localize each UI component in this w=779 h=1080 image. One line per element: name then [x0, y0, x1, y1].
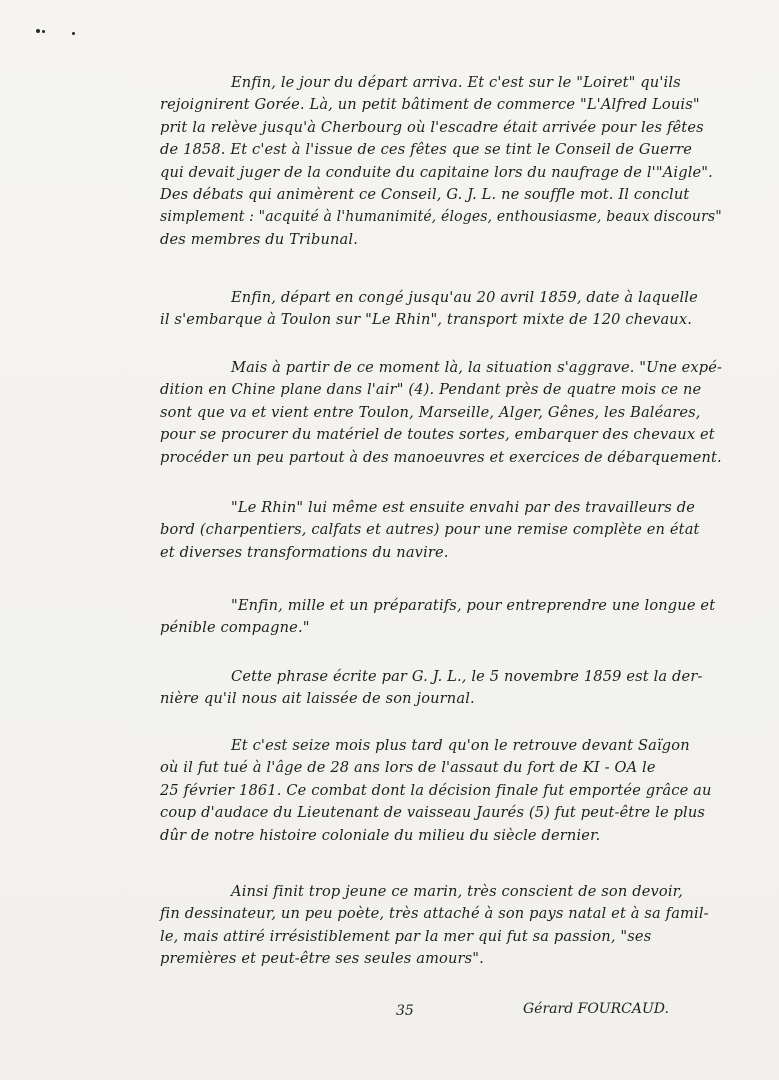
text-line: Et c'est seize mois plus tard qu'on le retrouve devant Saïgon: [231, 737, 690, 754]
text-line: simplement : "acquité à l'humanimité, éloges, enthousiasme, beaux discours": [160, 208, 722, 226]
text-line: nière qu'il nous ait laissée de son journal.: [160, 690, 475, 708]
text-line: pénible compagne.": [160, 619, 310, 637]
page-number: 35: [396, 1003, 414, 1019]
text-line: de 1858. Et c'est à l'issue de ces fêtes que se tint le Conseil de Guerre: [160, 141, 693, 159]
text-line: et diverses transformations du navire.: [160, 543, 449, 561]
text-line: Ainsi finit trop jeune ce marin, très conscient de son devoir,: [231, 883, 683, 900]
text-line: procéder un peu partout à des manoeuvres et exercices de débarquement.: [160, 448, 722, 466]
text-line: prit la relève jusqu'à Cherbourg où l'escadre était arrivée pour les fêtes: [160, 118, 704, 136]
text-line: où il fut tué à l'âge de 28 ans lors de l'assaut du fort de KI - OA le: [160, 759, 656, 777]
text-line: des membres du Tribunal.: [160, 230, 359, 248]
text-line: rejoignirent Gorée. Là, un petit bâtiment de commerce "L'Alfred Louis": [160, 96, 700, 114]
text-line: Enfin, le jour du départ arriva. Et c'est sur le "Loiret" qu'ils: [231, 74, 681, 91]
text-line: coup d'audace du Lieutenant de vaisseau Jaurés (5) fut peut-être le plus: [160, 804, 706, 822]
text-line: qui devait juger de la conduite du capitaine lors du naufrage de l'"Aigle".: [160, 163, 713, 181]
text-line: il s'embarque à Toulon sur "Le Rhin", transport mixte de 120 chevaux.: [160, 311, 693, 329]
text-line: "Enfin, mille et un préparatifs, pour entreprendre une longue et: [231, 597, 716, 614]
text-line: dition en Chine plane dans l'air" (4). Pendant près de quatre mois ce ne: [160, 381, 702, 399]
text-line: premières et peut-être ses seules amours".: [160, 950, 484, 968]
text-line: Mais à partir de ce moment là, la situation s'aggrave. "Une expé-: [231, 359, 723, 376]
text-line: Enfin, départ en congé jusqu'au 20 avril 1859, date à laquelle: [231, 289, 698, 306]
text-line: Cette phrase écrite par G. J. L., le 5 novembre 1859 est la der-: [231, 668, 703, 685]
text-line: bord (charpentiers, calfats et autres) pour une remise complète en état: [160, 521, 700, 539]
text-line: Des débats qui animèrent ce Conseil, G. J. L. ne souffle mot. Il conclut: [160, 186, 690, 203]
text-line: "Le Rhin" lui même est ensuite envahi par des travailleurs de: [231, 499, 696, 516]
text-line: dûr de notre histoire coloniale du milieu du siècle dernier.: [160, 826, 601, 844]
text-line: sont que va et vient entre Toulon, Marseille, Alger, Gênes, les Baléares,: [160, 403, 701, 421]
text-line: 25 février 1861. Ce combat dont la décision finale fut emportée grâce au: [160, 781, 712, 799]
text-line: fin dessinateur, un peu poète, très attaché à son pays natal et à sa famil-: [160, 905, 709, 923]
text-line: le, mais attiré irrésistiblement par la mer qui fut sa passion, "ses: [160, 927, 652, 945]
text-line: pour se procurer du matériel de toutes sortes, embarquer des chevaux et: [160, 426, 715, 444]
author-signature: Gérard FOURCAUD.: [523, 1001, 669, 1017]
